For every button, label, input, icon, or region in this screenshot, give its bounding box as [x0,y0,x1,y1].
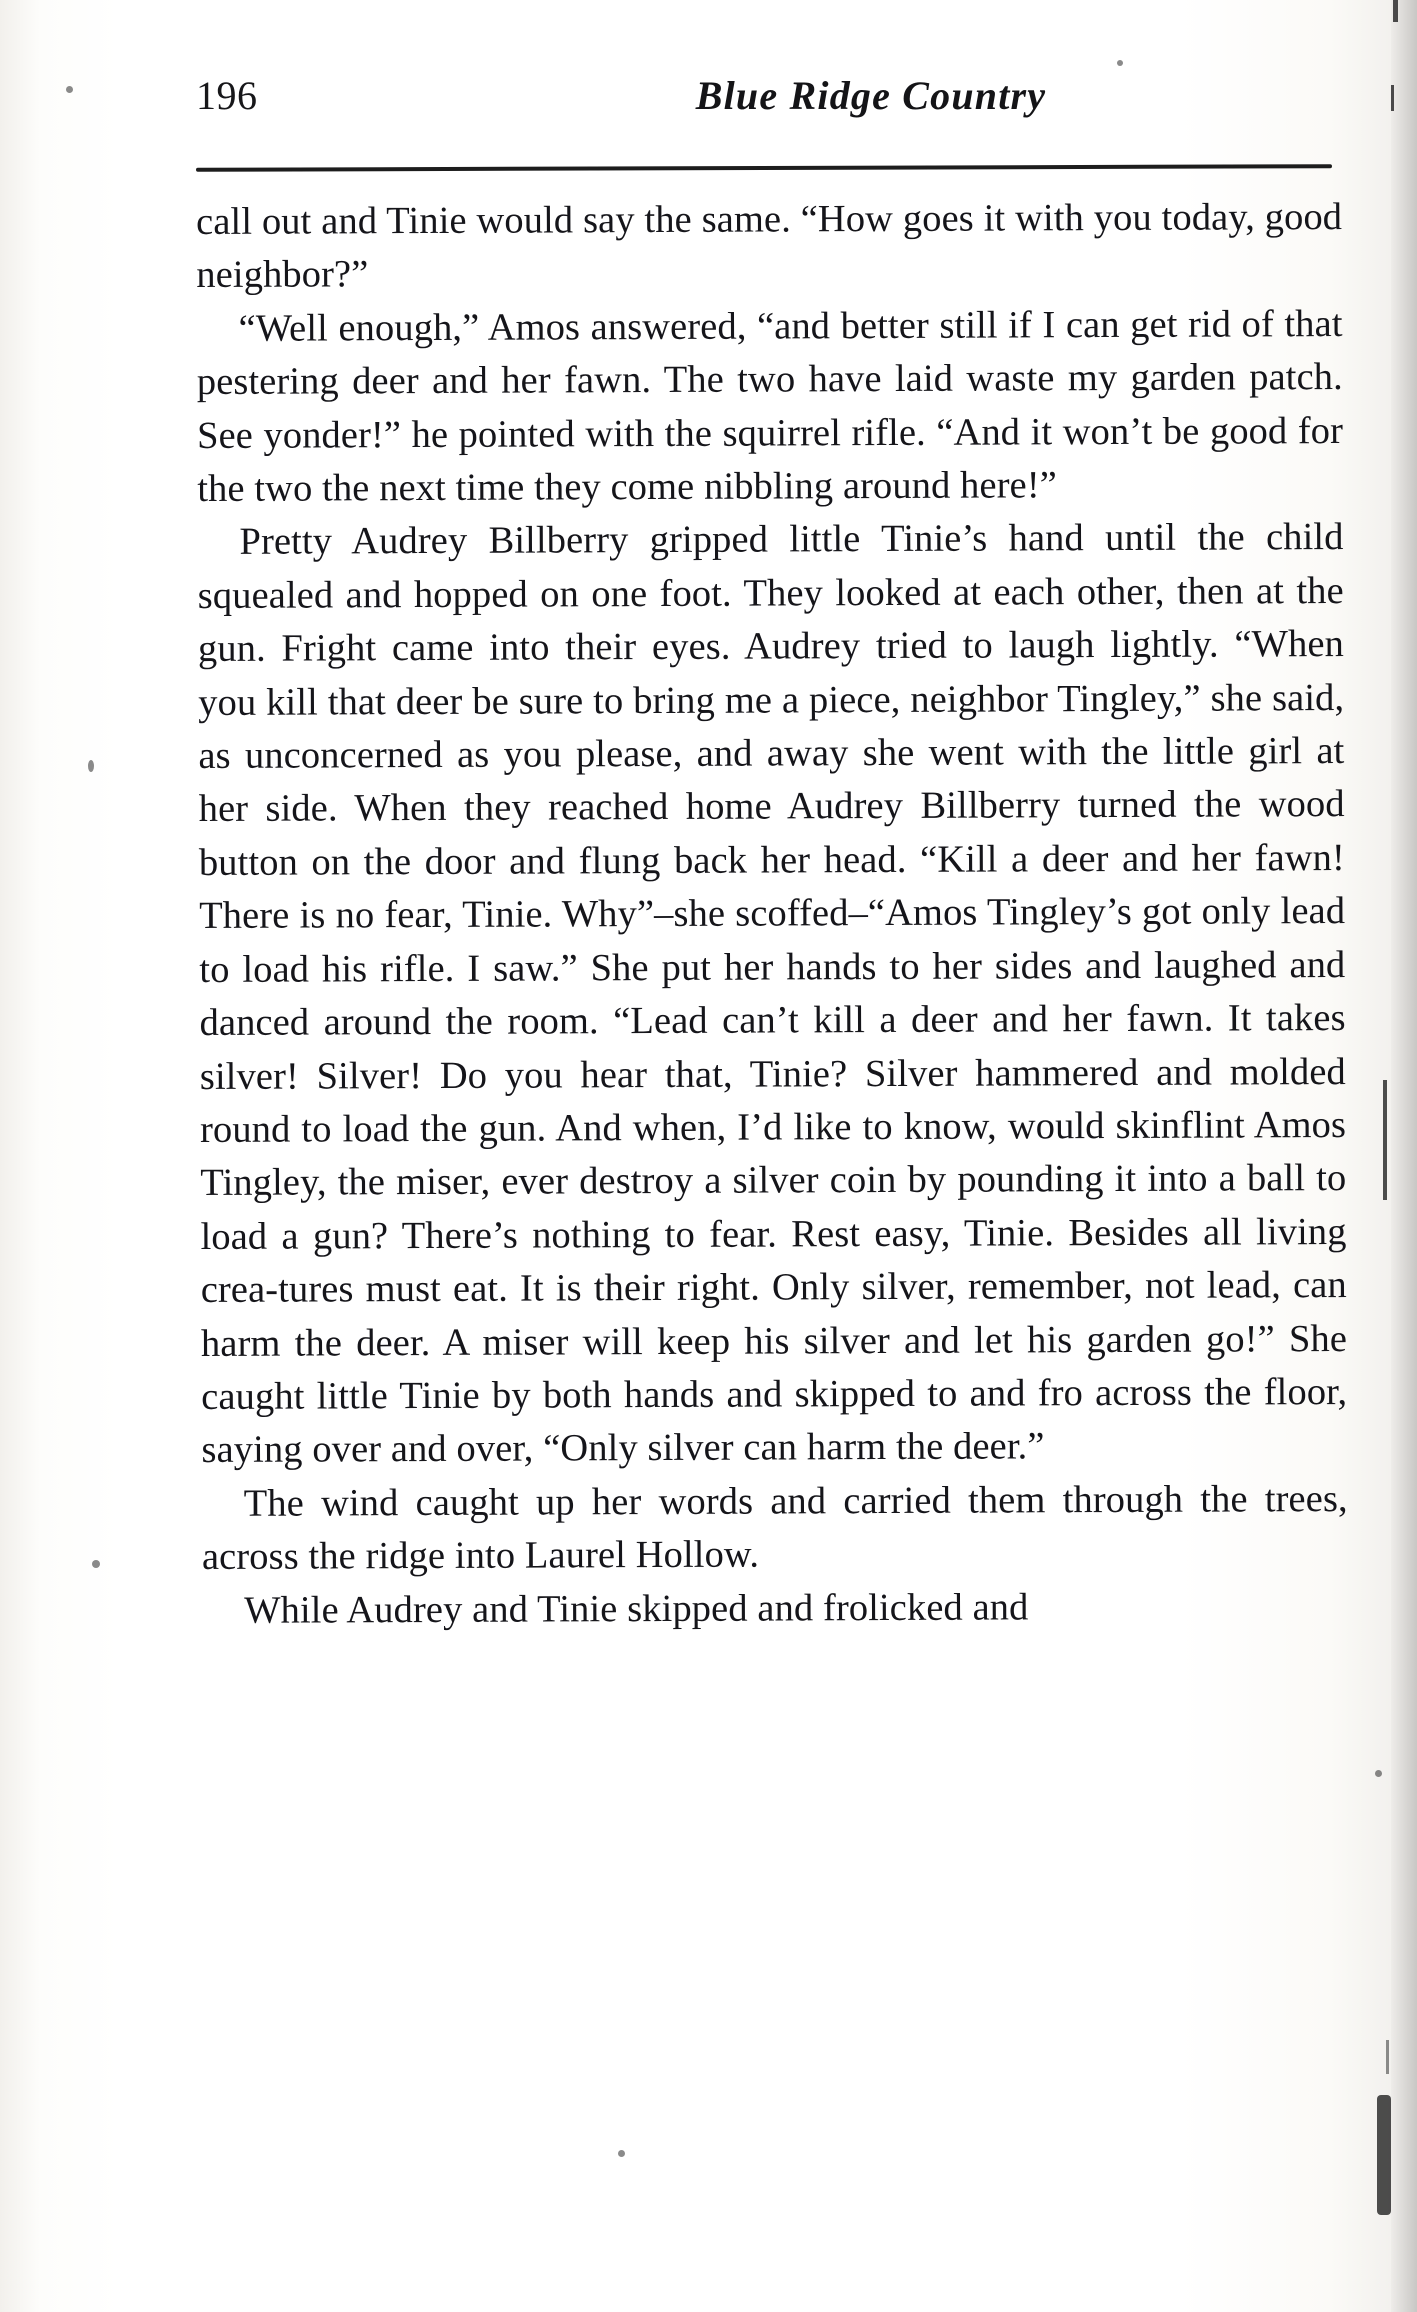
page-header [196,72,1346,132]
scan-speck [92,1560,100,1568]
scan-speck [618,2150,625,2157]
scan-speck [66,86,73,93]
paragraph: “Well enough,” Amos answered, “and better still if I can get rid of that pestering deer and her fawn. The two have laid waste my garden patch. See yonder!” he pointed with the squirrel rifle. “And it won’t be good for the two the next time they come nibbling around here!” [196,302,1344,511]
scan-speck [88,760,94,772]
paragraph: While Audrey and Tinie skipped and frolicked and [244,1585,1029,1632]
running-title: Blue Ridge Country [695,73,1047,118]
scan-speck [1375,1770,1382,1777]
scan-speck [1117,60,1123,66]
body-text [196,191,1348,1638]
paragraph: The wind caught up her words and carried them through the trees, across the ridge into Laurel Hollow. [201,1477,1348,1579]
paragraph: Pretty Audrey Billberry gripped little Tinie’s hand until the child squealed and hopped on one foot. They looked at each other, then at the gun. Fright came into their eyes. Audrey tried to laugh lightly. “When you kill that deer be sure to bring me a piece, neighbor Tingley,” she said, as unconcerned as you please, and away she went with the little girl at her side. When they reached home Audrey Billberry turned the wood button on the door and flung back her head. “Kill a deer and her fawn! There is no fear, Tinie. Why”–she scoffed–“Amos Tingley’s got only lead to load his rifle. I saw.” She put her hands to her sides and laughed and danced around the room. “Lead can’t kill a deer and her fawn. It takes silver! Silver! Do you hear that, Tinie? Silver hammered and molded round to load the gun. And when, I’d like to know, would skinflint Amos Tingley, the miser, ever destroy a silver coin by pounding it into a ball to load a gun? There’s nothing to fear. Rest easy, Tinie. Besides all living crea-tures must eat. It is their right. Only silver, remember, not lead, can harm the deer. A miser will keep his silver and let his garden go!” She caught little Tinie by both hands and skipped to and fro across the floor, saying over and over, “Only silver can harm the deer.” [197,516,1348,1472]
page-number: 196 [196,73,258,118]
paragraph: call out and Tinie would say the same. “How goes it with you today, good neighbor?” [196,195,1343,297]
header-rule [196,164,1332,172]
edge-mark [1386,2040,1389,2074]
edge-mark [1383,1080,1387,1200]
gutter-shadow [1391,0,1417,2312]
edge-mark [1377,2095,1391,2215]
